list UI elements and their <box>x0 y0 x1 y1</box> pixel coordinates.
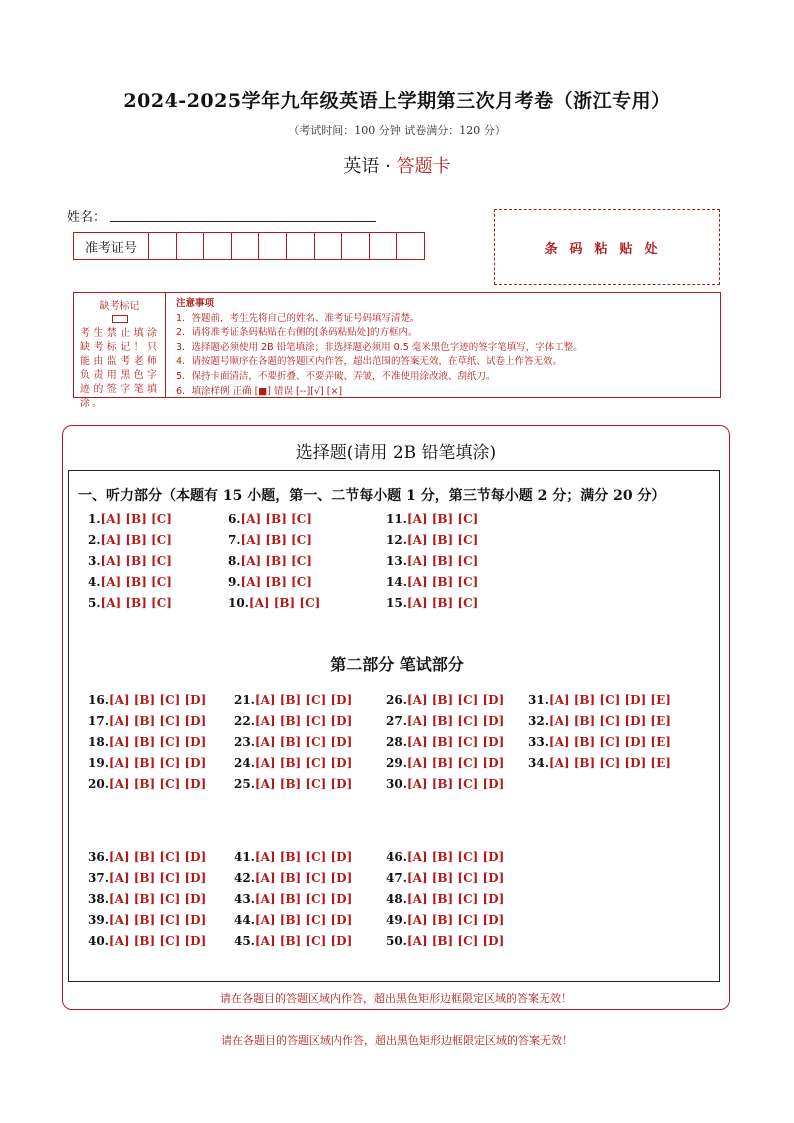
answer-options[interactable]: [A] [B] [C] [D] <box>406 735 505 749</box>
note-item: 2．请将准考证条码粘贴在右侧的[条码粘贴处]的方框内。 <box>176 327 418 339</box>
answer-options[interactable]: [A] [B] [C] [D] <box>108 892 207 906</box>
question-number: 12. <box>386 533 407 547</box>
answer-options[interactable]: [A] [B] [C] [D] [E] <box>548 693 671 707</box>
question-25[interactable] <box>234 777 352 791</box>
question-39[interactable] <box>88 913 206 927</box>
question-number: 9. <box>228 575 241 589</box>
question-49[interactable] <box>386 913 504 927</box>
question-number: 34. <box>528 756 549 770</box>
question-number: 7. <box>228 533 241 547</box>
question-31[interactable] <box>528 693 671 707</box>
card-title-main: 英语 · <box>343 156 397 177</box>
question-38[interactable] <box>88 892 206 906</box>
question-number: 1. <box>88 512 101 526</box>
question-number: 45. <box>234 934 255 948</box>
question-42[interactable] <box>234 871 352 885</box>
question-33[interactable] <box>528 735 671 749</box>
answer-options[interactable]: [A] [B] [C] [D] <box>406 756 505 770</box>
missing-mark-instructions: 考生禁止填涂缺考标记！只能由监考老师负责用黑色字迹的签字笔填涂。 <box>80 328 159 409</box>
answer-options[interactable]: [A] [B] [C] [D] <box>406 913 505 927</box>
question-15[interactable] <box>386 596 478 610</box>
answer-options[interactable]: [A] [B] [C] <box>100 512 172 526</box>
answer-options[interactable]: [A] [B] [C] [D] <box>108 714 207 728</box>
question-28[interactable] <box>386 735 504 749</box>
question-number: 2. <box>88 533 101 547</box>
answer-options[interactable]: [A] [B] [C] [D] <box>406 850 505 864</box>
answer-options[interactable]: [A] [B] [C] [D] <box>406 892 505 906</box>
question-6[interactable] <box>228 512 312 526</box>
name-field[interactable] <box>110 220 376 222</box>
question-number: 31. <box>528 693 549 707</box>
question-29[interactable] <box>386 756 504 770</box>
question-30[interactable] <box>386 777 504 791</box>
question-40[interactable] <box>88 934 206 948</box>
answer-options[interactable]: [A] [B] [C] [D] <box>108 871 207 885</box>
question-number: 23. <box>234 735 255 749</box>
missing-mark-title: 缺考标记 <box>99 301 140 312</box>
question-number: 50. <box>386 934 407 948</box>
answer-options[interactable]: [A] [B] [C] [D] <box>108 777 207 791</box>
question-number: 30. <box>386 777 407 791</box>
question-16[interactable] <box>88 693 206 707</box>
answer-options[interactable]: [A] [B] [C] <box>406 512 479 526</box>
note-item: 1．答题前，考生先将自己的姓名、准考证号码填写清楚。 <box>176 312 420 324</box>
answer-card-title <box>0 152 794 178</box>
question-8[interactable] <box>228 554 312 568</box>
question-number: 44. <box>234 913 255 927</box>
question-number: 46. <box>386 850 407 864</box>
question-number: 49. <box>386 913 407 927</box>
answer-options[interactable]: [A] [B] [C] <box>406 596 479 610</box>
question-number: 39. <box>88 913 109 927</box>
answer-options[interactable]: [A] [B] [C] <box>406 554 479 568</box>
note-item: 5．保持卡面清洁，不要折叠、不要弄破、弄皱，不准使用涂改液、刮纸刀。 <box>176 370 496 382</box>
question-number: 10. <box>228 596 249 610</box>
answer-options[interactable]: [A] [B] [C] [D] <box>406 714 505 728</box>
question-number: 4. <box>88 575 101 589</box>
notes-panel <box>166 293 720 397</box>
question-17[interactable] <box>88 714 206 728</box>
question-43[interactable] <box>234 892 352 906</box>
answer-options[interactable]: [A] [B] [C] [D] <box>108 756 207 770</box>
question-number: 40. <box>88 934 109 948</box>
answer-options[interactable]: [A] [B] [C] <box>406 533 479 547</box>
question-11[interactable] <box>386 512 478 526</box>
answer-options[interactable]: [A] [B] [C] [D] <box>254 934 353 948</box>
listening-section-heading: 一、听力部分（本题有 15 小题，第一、二节每小题 1 分，第三节每小题 2 分；满分 20 分） <box>78 488 666 504</box>
notice-panel <box>73 292 721 409</box>
answer-options[interactable]: [A] [B] [C] <box>100 596 172 610</box>
note-item: 6．填涂样例 正确 [■] 错误 [--][√] [×] <box>176 385 343 397</box>
question-number: 47. <box>386 871 407 885</box>
answer-options[interactable]: [A] [B] [C] [D] [E] <box>548 735 671 749</box>
question-44[interactable] <box>234 913 352 927</box>
answer-options[interactable]: [A] [B] [C] [D] <box>254 714 353 728</box>
question-5[interactable] <box>88 596 172 610</box>
question-37[interactable] <box>88 871 206 885</box>
question-24[interactable] <box>234 756 352 770</box>
missing-mark-panel <box>74 293 166 409</box>
question-13[interactable] <box>386 554 478 568</box>
question-7[interactable] <box>228 533 312 547</box>
exam-id-cell[interactable] <box>287 233 315 259</box>
exam-id-cell[interactable] <box>370 233 398 259</box>
answer-options[interactable]: [A] [B] [C] [D] <box>108 934 207 948</box>
question-21[interactable] <box>234 693 352 707</box>
question-number: 33. <box>528 735 549 749</box>
question-number: 42. <box>234 871 255 885</box>
exam-id-cell[interactable] <box>315 233 343 259</box>
question-number: 48. <box>386 892 407 906</box>
question-number: 20. <box>88 777 109 791</box>
answer-options[interactable]: [A] [B] [C] [D] [E] <box>548 756 671 770</box>
barcode-area: 条码粘贴处 <box>494 209 720 285</box>
question-number: 24. <box>234 756 255 770</box>
question-number: 6. <box>228 512 241 526</box>
question-22[interactable] <box>234 714 352 728</box>
question-10[interactable] <box>228 596 320 610</box>
question-1[interactable] <box>88 512 172 526</box>
question-number: 11. <box>386 512 407 526</box>
name-label: 姓名： <box>67 210 107 225</box>
answer-options[interactable]: [A] [B] [C] [D] <box>108 693 207 707</box>
question-32[interactable] <box>528 714 671 728</box>
answer-options[interactable]: [A] [B] [C] [D] <box>108 850 207 864</box>
question-48[interactable] <box>386 892 504 906</box>
note-item: 3．选择题必须使用 2B 铅笔填涂；非选择题必须用 0.5 毫米黑色字迹的签字笔填写，字体工整。 <box>176 341 583 353</box>
question-number: 29. <box>386 756 407 770</box>
question-number: 37. <box>88 871 109 885</box>
answer-options[interactable]: [A] [B] [C] <box>240 575 312 589</box>
answer-options[interactable]: [A] [B] [C] [D] <box>254 892 353 906</box>
question-36[interactable] <box>88 850 206 864</box>
answer-region-warning: 请在各题目的答题区域内作答，超出黑色矩形边框限定区域的答案无效！ <box>220 992 572 1005</box>
answer-options[interactable]: [A] [B] [C] [D] <box>406 693 505 707</box>
question-number: 38. <box>88 892 109 906</box>
answer-options[interactable]: [A] [B] [C] <box>240 533 312 547</box>
answer-options[interactable]: [A] [B] [C] [D] <box>254 693 353 707</box>
multiple-choice-heading: 选择题(请用 2B 铅笔填涂) <box>295 443 497 463</box>
question-number: 16. <box>88 693 109 707</box>
question-number: 21. <box>234 693 255 707</box>
answer-options[interactable]: [A] [B] [C] [D] <box>254 850 353 864</box>
answer-options[interactable]: [A] [B] [C] <box>240 554 312 568</box>
exam-id-cell[interactable] <box>259 233 287 259</box>
question-number: 43. <box>234 892 255 906</box>
answer-options[interactable]: [A] [B] [C] [D] <box>406 777 505 791</box>
answer-options[interactable]: [A] [B] [C] <box>240 512 312 526</box>
answer-options[interactable]: [A] [B] [C] [D] <box>254 871 353 885</box>
question-27[interactable] <box>386 714 504 728</box>
exam-id-label: 准考证号 <box>74 233 149 259</box>
question-number: 3. <box>88 554 101 568</box>
question-34[interactable] <box>528 756 671 770</box>
answer-options[interactable]: [A] [B] [C] [D] <box>406 934 505 948</box>
question-50[interactable] <box>386 934 504 948</box>
question-number: 14. <box>386 575 407 589</box>
answer-options[interactable]: [A] [B] [C] [D] <box>254 735 353 749</box>
question-18[interactable] <box>88 735 206 749</box>
card-title-sub: 答题卡 <box>396 156 451 177</box>
question-number: 15. <box>386 596 407 610</box>
exam-id-box <box>73 232 425 260</box>
question-number: 27. <box>386 714 407 728</box>
question-2[interactable] <box>88 533 172 547</box>
question-number: 41. <box>234 850 255 864</box>
question-number: 13. <box>386 554 407 568</box>
question-number: 28. <box>386 735 407 749</box>
question-46[interactable] <box>386 850 504 864</box>
question-47[interactable] <box>386 871 504 885</box>
question-number: 32. <box>528 714 549 728</box>
answer-options[interactable]: [A] [B] [C] <box>248 596 321 610</box>
question-14[interactable] <box>386 575 478 589</box>
question-number: 8. <box>228 554 241 568</box>
question-number: 5. <box>88 596 101 610</box>
exam-id-cell[interactable] <box>397 233 424 259</box>
question-45[interactable] <box>234 934 352 948</box>
question-number: 17. <box>88 714 109 728</box>
notes-title: 注意事项 <box>176 298 215 309</box>
exam-id-cell[interactable] <box>232 233 260 259</box>
question-41[interactable] <box>234 850 352 864</box>
answer-options[interactable]: [A] [B] [C] [D] <box>108 913 207 927</box>
question-26[interactable] <box>386 693 504 707</box>
question-12[interactable] <box>386 533 478 547</box>
question-number: 36. <box>88 850 109 864</box>
page-warning: 请在各题目的答题区域内作答，超出黑色矩形边框限定区域的答案无效！ <box>221 1034 573 1047</box>
question-number: 19. <box>88 756 109 770</box>
question-number: 22. <box>234 714 255 728</box>
question-number: 26. <box>386 693 407 707</box>
note-item: 4．请按题号顺序在各题的答题区内作答，超出范围的答案无效，在草纸、试卷上作答无效。 <box>176 356 563 368</box>
answer-options[interactable]: [A] [B] [C] <box>100 575 172 589</box>
exam-title: 2024-2025学年九年级英语上学期第三次月考卷（浙江专用） <box>123 90 671 112</box>
answer-options[interactable]: [A] [B] [C] [D] <box>406 871 505 885</box>
exam-id-cell[interactable] <box>177 233 205 259</box>
answer-options[interactable]: [A] [B] [C] [D] <box>254 756 353 770</box>
exam-id-cell[interactable] <box>342 233 370 259</box>
exam-subtitle: （考试时间：100 分钟 试卷满分：120 分） <box>288 124 506 137</box>
answer-options[interactable]: [A] [B] [C] [D] <box>108 735 207 749</box>
question-number: 25. <box>234 777 255 791</box>
exam-id-cell[interactable] <box>204 233 232 259</box>
exam-id-cell[interactable] <box>149 233 177 259</box>
question-3[interactable] <box>88 554 172 568</box>
answer-options[interactable]: [A] [B] [C] [D] <box>254 913 353 927</box>
question-19[interactable] <box>88 756 206 770</box>
question-9[interactable] <box>228 575 312 589</box>
question-number: 18. <box>88 735 109 749</box>
answer-options[interactable]: [A] [B] [C] <box>100 554 172 568</box>
question-20[interactable] <box>88 777 206 791</box>
written-section-heading: 第二部分 笔试部分 <box>330 655 464 674</box>
question-4[interactable] <box>88 575 172 589</box>
answer-options[interactable]: [A] [B] [C] [D] <box>254 777 353 791</box>
question-23[interactable] <box>234 735 352 749</box>
answer-options[interactable]: [A] [B] [C] <box>100 533 172 547</box>
answer-options[interactable]: [A] [B] [C] <box>406 575 479 589</box>
missing-mark-checkbox[interactable] <box>112 315 128 323</box>
answer-options[interactable]: [A] [B] [C] [D] [E] <box>548 714 671 728</box>
